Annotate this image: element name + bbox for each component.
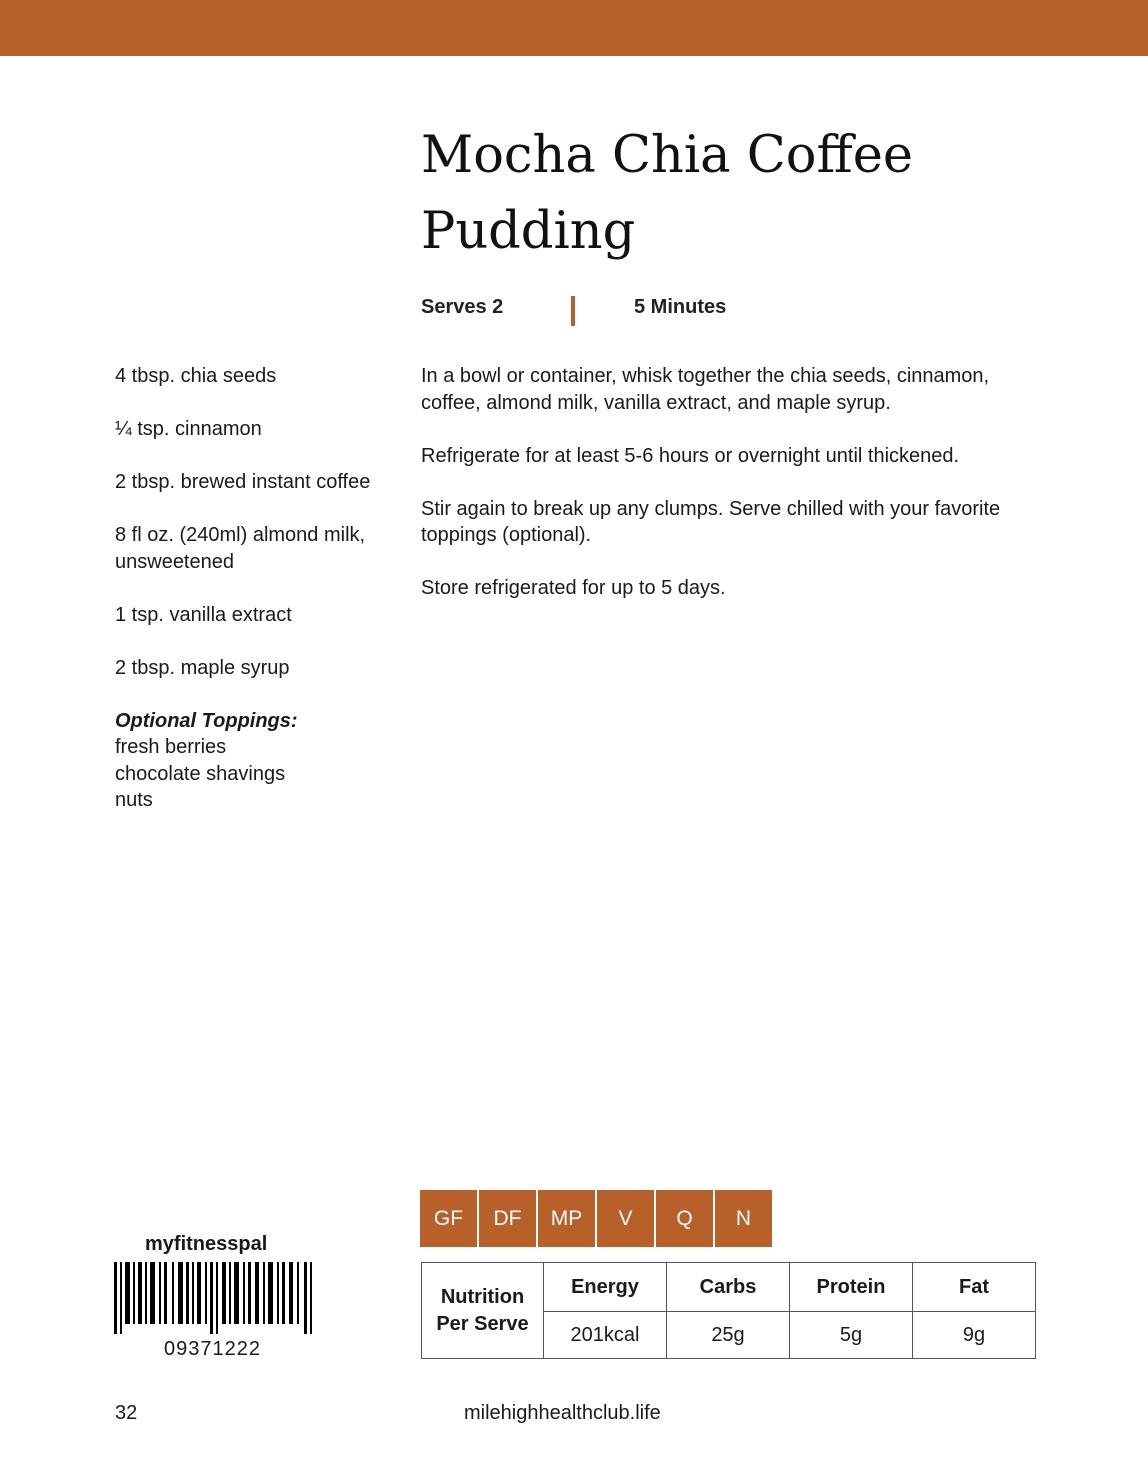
nutrition-table (421, 1262, 1036, 1359)
nutrition-value: 9g (913, 1312, 1036, 1359)
nutrition-label: Nutrition Per Serve (422, 1263, 544, 1359)
method-step: In a bowl or container, whisk together the chia seeds, cinnamon, coffee, almond milk, vanilla extract, and maple syrup. (421, 365, 990, 414)
myfitnesspal-label: myfitnesspal (145, 1233, 268, 1255)
barcode-number: 09371222 (164, 1338, 261, 1360)
diet-tag: N (715, 1190, 772, 1247)
method-step: Store refrigerated for up to 5 days. (421, 577, 726, 599)
nutrition-header: Fat (913, 1263, 1036, 1312)
topping-item: nuts (115, 789, 153, 811)
page-number: 32 (115, 1402, 138, 1424)
nutrition-header: Carbs (667, 1263, 790, 1312)
toppings-heading: Optional Toppings: (115, 709, 298, 732)
ingredient-item: 2 tbsp. brewed instant coffee (115, 471, 371, 493)
topping-item: chocolate shavings (115, 762, 286, 785)
diet-tag: Q (656, 1190, 713, 1247)
ingredient-item: 8 fl oz. (240ml) almond milk, unsweetened (115, 524, 366, 573)
diet-tag: MP (538, 1190, 595, 1247)
nutrition-value: 201kcal (544, 1312, 667, 1359)
toppings-list (115, 734, 415, 814)
top-accent-bar (0, 0, 1148, 56)
method-step: Refrigerate for at least 5-6 hours or overnight until thickened. (421, 444, 960, 467)
website-url: milehighhealthclub.life (464, 1402, 661, 1424)
diet-tag: GF (420, 1190, 477, 1247)
nutrition-value: 5g (790, 1312, 913, 1359)
prep-time: 5 Minutes (634, 296, 727, 318)
diet-tags (420, 1190, 774, 1247)
ingredient-item: 1 tsp. vanilla extract (115, 603, 292, 626)
ingredient-item: ¼ tsp. cinnamon (115, 418, 262, 440)
diet-tag: V (597, 1190, 654, 1247)
recipe-title: Mocha Chia Coffee Pudding (421, 126, 914, 261)
barcode-icon (114, 1262, 314, 1334)
topping-item: fresh berries (115, 736, 227, 758)
ingredient-item: 4 tbsp. chia seeds (115, 365, 277, 387)
ingredient-item: 2 tbsp. maple syrup (115, 656, 290, 679)
serves-info: Serves 2 (421, 296, 504, 318)
ingredients-list (115, 363, 415, 814)
meta-divider (571, 296, 575, 326)
nutrition-header: Protein (790, 1263, 913, 1312)
nutrition-value: 25g (667, 1312, 790, 1359)
diet-tag: DF (479, 1190, 536, 1247)
method-steps (421, 363, 1041, 628)
nutrition-header: Energy (544, 1263, 667, 1312)
method-step: Stir again to break up any clumps. Serve chilled with your favorite toppings (optional). (421, 497, 1001, 546)
